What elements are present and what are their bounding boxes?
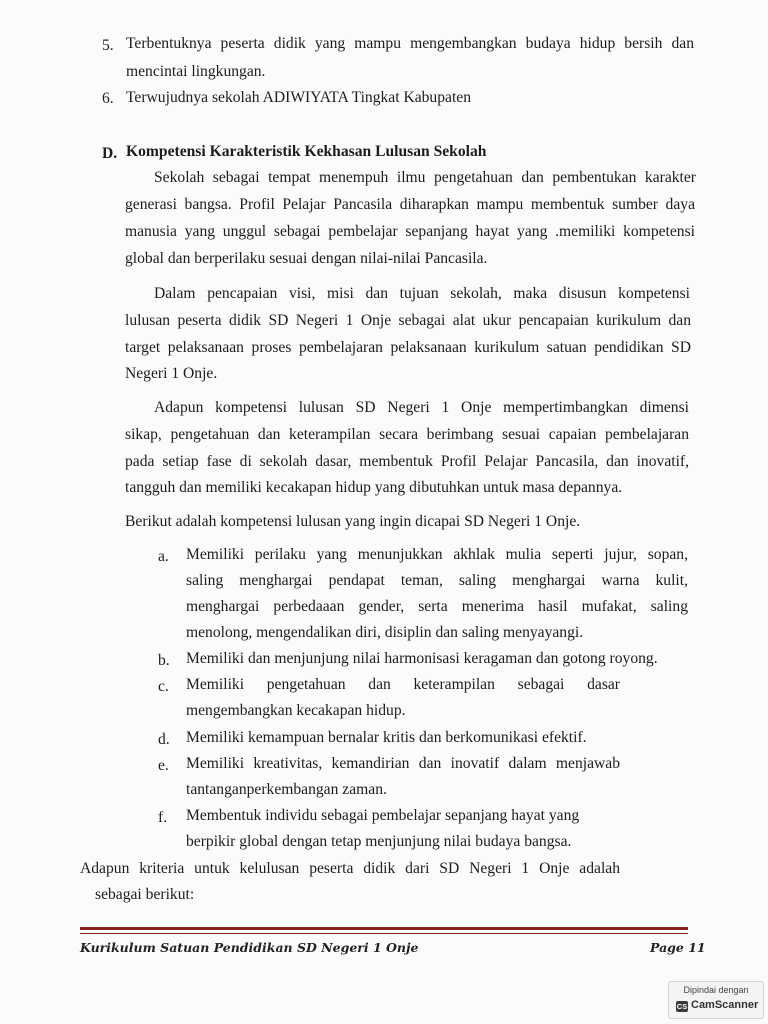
competency-letter: a. — [158, 548, 169, 565]
competency-letter: c. — [158, 678, 169, 695]
competency-line: tantanganperkembangan zaman. — [186, 781, 387, 798]
competency-line: Memiliki kreativitas, kemandirian dan inovatif dalam menjawab — [186, 755, 620, 772]
section-letter: D. — [102, 145, 118, 162]
paragraph-line: lulusan peserta didik SD Negeri 1 Onje sebagai alat ukur pencapaian kurikulum dan — [125, 312, 691, 329]
camscanner-icon: CS — [676, 1002, 688, 1011]
paragraph-line: Sekolah sebagai tempat menempuh ilmu pengetahuan dan pembentukan karakter — [154, 169, 696, 186]
competency-letter: b. — [158, 652, 170, 669]
footer-rule-thin — [80, 933, 688, 934]
paragraph-line: Dalam pencapaian visi, misi dan tujuan sekolah, maka disusun kompetensi — [154, 285, 690, 302]
paragraph-line: target pelaksanaan proses pembelajaran pelaksanaan kurikulum satuan pendidikan SD — [125, 339, 691, 356]
section-title: Kompetensi Karakteristik Kekhasan Lulusan Sekolah — [126, 143, 487, 160]
list-item-line: Terwujudnya sekolah ADIWIYATA Tingkat Kabupaten — [126, 89, 472, 106]
paragraph-line: Negeri 1 Onje. — [125, 365, 218, 382]
paragraph-line: pada setiap fase di sekolah dasar, membentuk Profil Pelajar Pancasila, dan inovatif, — [125, 453, 689, 470]
list-number: 6. — [102, 90, 114, 107]
competency-line: saling menghargai pendapat teman, saling menghargai warna kulit, — [186, 572, 688, 589]
competency-line: berpikir global dengan tetap menjunjung nilai budaya bangsa. — [186, 833, 572, 850]
paragraph-line: tangguh dan memiliki kecakapan hidup yang dibutuhkan untuk masa depannya. — [125, 479, 623, 496]
competency-line: mengembangkan kecakapan hidup. — [186, 702, 406, 719]
competency-line: menolong, mengendalikan diri, disiplin dan saling menyayangi. — [186, 624, 584, 641]
paragraph-line: sikap, pengetahuan dan keterampilan secara berimbang sesuai capaian pembelajaran — [125, 426, 689, 443]
competency-letter: d. — [158, 731, 170, 748]
paragraph-line: manusia yang unggul sebagai pembelajar sepanjang hayat yang .memiliki kompetensi — [125, 223, 695, 240]
competency-line: Memiliki kemampuan bernalar kritis dan berkomunikasi efektif. — [186, 729, 587, 746]
competency-line: Memiliki dan menjunjung nilai harmonisasi keragaman dan gotong royong. — [186, 650, 658, 667]
list-number: 5. — [102, 37, 114, 54]
camscanner-badge — [668, 981, 764, 1019]
paragraph-line: Adapun kompetensi lulusan SD Negeri 1 Onje mempertimbangkan dimensi — [154, 399, 689, 416]
competency-line: menghargai perbedaaan gender, serta menerima hasil mufakat, saling — [186, 598, 688, 615]
closing-line: Adapun kriteria untuk kelulusan peserta didik dari SD Negeri 1 Onje adalah — [80, 860, 620, 877]
competency-letter: f. — [158, 809, 168, 826]
scanner-name: CamScanner — [691, 999, 759, 1011]
paragraph-line: generasi bangsa. Profil Pelajar Pancasila diharapkan mampu membentuk sumber daya — [125, 196, 695, 213]
list-intro: Berikut adalah kompetensi lulusan yang ingin dicapai SD Negeri 1 Onje. — [125, 513, 581, 530]
footer-title: Kurikulum Satuan Pendidikan SD Negeri 1 Onje — [80, 940, 419, 955]
list-item-line: Terbentuknya peserta didik yang mampu mengembangkan budaya hidup bersih dan — [126, 35, 694, 52]
closing-line: sebagai berikut: — [95, 886, 195, 903]
competency-line: Membentuk individu sebagai pembelajar sepanjang hayat yang — [186, 807, 580, 824]
list-item-line: mencintai lingkungan. — [126, 63, 266, 80]
competency-line: Memiliki pengetahuan dan keterampilan sebagai dasar — [186, 676, 620, 693]
footer-rule — [80, 927, 688, 930]
scanner-caption: Dipindai dengan — [683, 985, 749, 995]
page-number: Page 11 — [650, 940, 706, 955]
paragraph-line: global dan berperilaku sesuai dengan nilai-nilai Pancasila. — [125, 250, 488, 267]
competency-letter: e. — [158, 757, 169, 774]
competency-line: Memiliki perilaku yang menunjukkan akhlak mulia seperti jujur, sopan, — [186, 546, 688, 563]
